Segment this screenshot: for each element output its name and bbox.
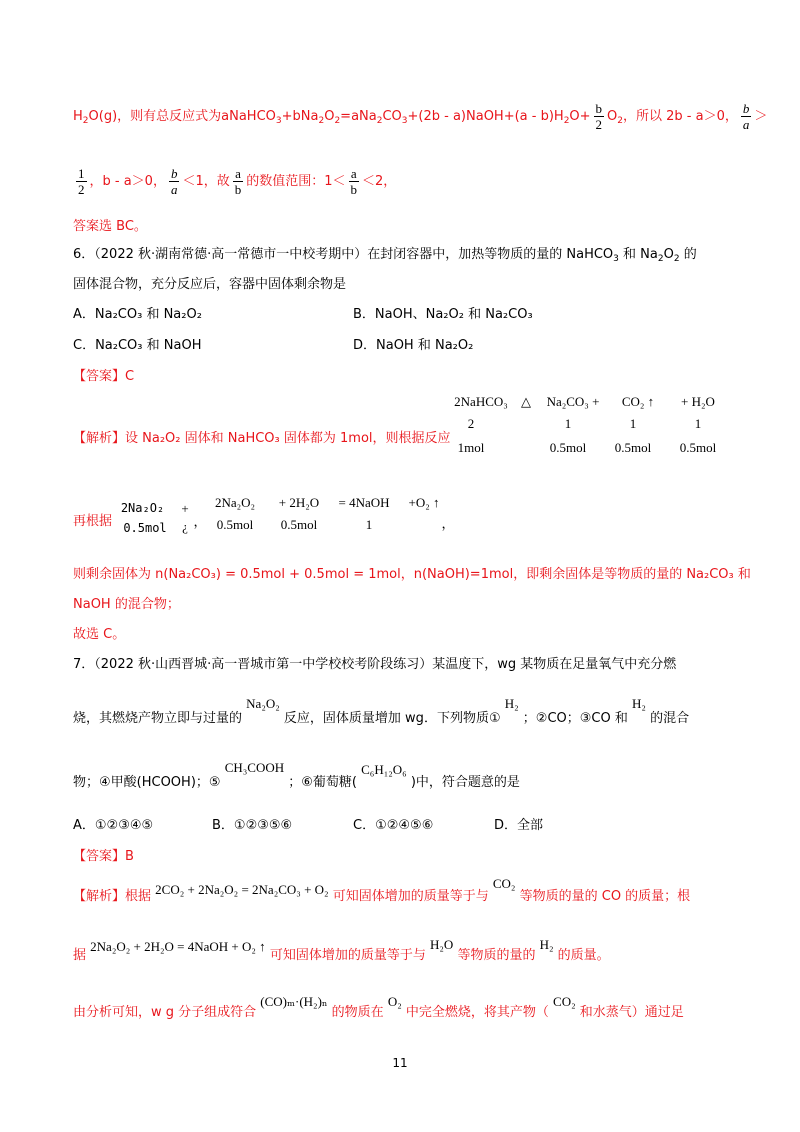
explanation-7-line-3: 由分析可知，w g 分子组成符合 (CO)ₘ·(H₂)ₙ 的物质在 O₂ 中完全燃烧，将其产物（ CO₂ 和水蒸气）通过足 [73, 994, 684, 1020]
t1-r3-c3: 0.5mol [549, 440, 587, 455]
glucose-formula: C₆H₁₂O₆ [361, 762, 407, 777]
t2-q: ¿ [182, 519, 188, 534]
answer-line-bc: 答案选 BC。 [73, 219, 147, 234]
explanation-6-select: 故选 C。 [73, 627, 126, 642]
explanation-6-remaining-2: NaOH 的混合物； [73, 597, 180, 612]
t2-r2-c1: 0.5mol [216, 517, 254, 532]
fraction-b-over-a-2: $\frac{b}{a}$ [170, 166, 178, 197]
t1-r2-c3: 1 [564, 416, 572, 431]
co2-formula-2: CO₂ [553, 994, 576, 1009]
heat-triangle-icon: △ [521, 394, 531, 409]
t2-end: ， [441, 516, 455, 531]
t1-r1-c1: 2NaHCO₃ [454, 394, 508, 409]
option-7-c: C．①②④⑤⑥ [353, 818, 434, 833]
t2-r1-c3: = 4NaOH [338, 495, 390, 510]
t2-a2: 0.5mol [123, 521, 167, 535]
reaction-table-2 [115, 495, 465, 545]
co2-formula: CO₂ [492, 876, 516, 891]
t1-r1-c3: Na₂CO₃ + [546, 394, 600, 409]
t2-r1-c2: + 2H₂O [278, 495, 320, 510]
t1-r3-c1: 1mol [457, 440, 485, 455]
t1-r1-c5: + H₂O [681, 394, 715, 409]
option-6-a: A．Na₂CO₃ 和 Na₂O₂ [73, 307, 202, 322]
option-6-b: B．NaOH、Na₂O₂ 和 Na₂CO₃ [353, 307, 533, 322]
option-7-b: B．①②③⑤⑥ [212, 818, 293, 833]
explanation-6-remaining-1: 则剩余固体为 n(Na₂CO₃) = 0.5mol + 0.5mol = 1mol，n(NaOH)=1mol，即剩余固体是等物质的量的 Na₂CO₃ 和 [73, 567, 751, 582]
fraction-1-over-2: $\frac{1}{2}$ [78, 166, 85, 197]
fraction-b-over-a: $\frac{b}{a}$ [742, 101, 750, 132]
t1-r2-c5: 1 [694, 416, 702, 431]
t2-r2-c3: 1 [365, 517, 373, 532]
t2-r1-c1: 2Na₂O₂ [214, 495, 256, 510]
explanation-7-line-2: 据 2Na₂O₂ + 2H₂O = 4NaOH + O₂ ↑ 可知固体增加的质量等于与 H₂O 等物质的量的 H₂ 的质量。 [73, 937, 610, 963]
h2-formula-2: H₂ [632, 696, 646, 711]
answer-7: 【答案】B [73, 849, 134, 864]
general-formula: (CO)ₘ·(H₂)ₙ [260, 994, 328, 1009]
t1-r2-c4: 1 [629, 416, 637, 431]
explanation-6-again: 再根据 [73, 514, 113, 529]
equation-na2o2-h2o: 2Na₂O₂ + 2H₂O = 4NaOH + O₂ ↑ [90, 939, 266, 954]
explanation-line-1: $H_2O(g)$，则有总反应式为$aNaHCO_3+bNa_2O_2=aNa_2CO_3+(2b$ - a)NaOH+(a - $b)H_2O+$ $\frac{b}{2}$ $O_2$，所以 2b - a＞0， $\frac{b}{a}$ ＞ [73, 101, 768, 132]
fraction-b-over-2: $\frac{b}{2}$ [595, 101, 603, 132]
t1-r3-c5: 0.5mol [679, 440, 717, 455]
question-7-line-3: 物；④甲酸(HCOOH)；⑤ CH₃COOH ；⑥葡萄糖( C₆H₁₂O₆ )中，符合题意的是 [73, 760, 520, 790]
reaction-table-1 [446, 394, 736, 464]
option-6-c: C．Na₂CO₃ 和 NaOH [73, 338, 202, 353]
explanation-6-intro: 【解析】设 Na₂O₂ 固体和 NaHCO₃ 固体都为 1mol，则根据反应 [73, 431, 451, 446]
t2-plus: + [181, 501, 189, 516]
option-7-a: A．①②③④⑤ [73, 818, 154, 833]
na2o2-formula: Na₂O₂ [246, 696, 280, 711]
fraction-a-over-b-2: $\frac{a}{b}$ [350, 166, 358, 197]
o2-formula: O₂ [387, 994, 402, 1009]
page-number: 11 [392, 1056, 408, 1070]
t1-r1-c4: CO₂ ↑ [621, 394, 655, 409]
acetic-acid-formula: CH₃COOH [224, 760, 285, 775]
fraction-a-over-b: $\frac{a}{b}$ [234, 166, 242, 197]
equation-co2-na2o2: 2CO₂ + 2Na₂O₂ = 2Na₂CO₃ + O₂ [155, 882, 329, 897]
option-6-d: D．NaOH 和 Na₂O₂ [353, 338, 474, 353]
explanation-7-line-1: 【解析】根据 2CO₂ + 2Na₂O₂ = 2Na₂CO₃ + O₂ 可知固体增加的质量等于与 CO₂ 等物质的量的 CO 的质量；根 [73, 876, 691, 904]
question-6-line-2: 固体混合物，充分反应后，容器中固体剩余物是 [73, 277, 347, 292]
question-7-line-1: 7．（2022 秋·山西晋城·高一晋城市第一中学校校考阶段练习）某温度下，wg 某物质在足量氧气中充分燃 [73, 657, 677, 672]
h2o-formula: H₂O [429, 937, 454, 952]
t2-comma: ， [193, 514, 207, 529]
t1-r2-c1: 2 [467, 416, 475, 431]
t2-r2-c2: 0.5mol [280, 517, 318, 532]
h2-formula-3: H₂ [539, 937, 554, 952]
t2-r1-c4: +O₂ ↑ [408, 495, 440, 510]
question-7-line-2: 烧，其燃烧产物立即与过量的 Na₂O₂ 反应，固体质量增加 wg．下列物质① H₂ ；②CO；③CO 和 H₂ 的混合 [73, 696, 690, 726]
question-6-line-1: 6．（2022 秋·湖南常德·高一常德市一中校考期中）在封闭容器中，加热等物质的量的 NaHCO$_3$ 和 $Na_2O_2$ 的 [73, 247, 697, 264]
option-7-d: D．全部 [494, 818, 544, 833]
t1-r3-c4: 0.5mol [614, 440, 652, 455]
t2-a1: 2Na₂O₂ [120, 501, 165, 515]
answer-6: 【答案】C [73, 369, 135, 384]
h2-formula: H₂ [504, 696, 519, 711]
explanation-line-2: $\frac{1}{2}$ ，b - a＞0， $\frac{b}{a}$ ＜1，故 $\frac{a}{b}$ 的数值范围：1＜ $\frac{a}{b}$ ＜2， [78, 166, 397, 197]
